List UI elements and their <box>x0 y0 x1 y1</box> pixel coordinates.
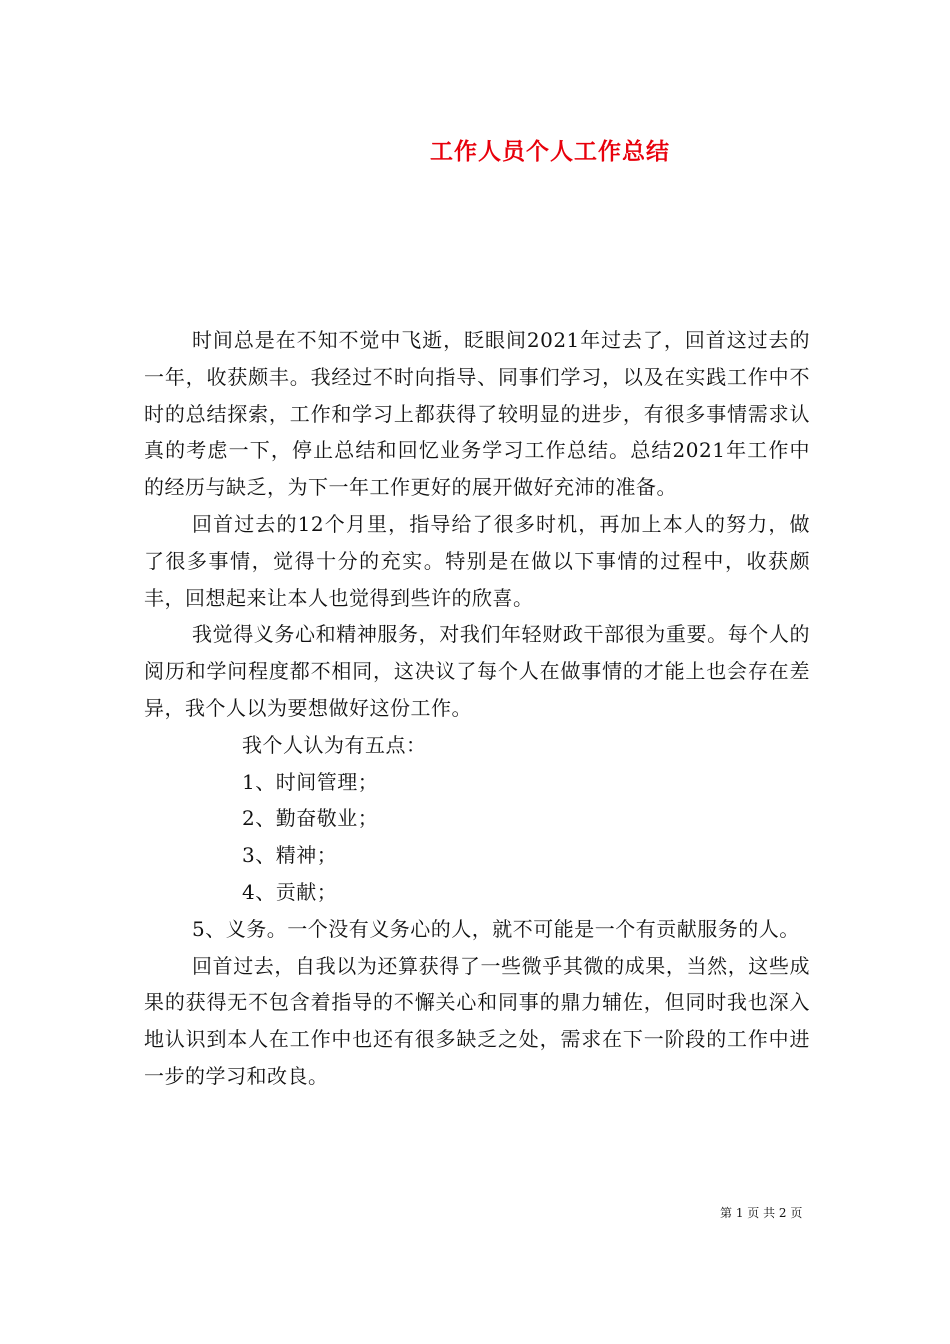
list-item: 1、时间管理； <box>242 769 379 794</box>
paragraph: 5、义务。一个没有义务心的人，就不可能是一个有贡献服务的人。 <box>192 916 800 941</box>
list-item: 2、勤奋敬业； <box>242 806 379 831</box>
paragraph: 回首过去，自我以为还算获得了一些微乎其微的成果，当然，这些成果的获得无不包含着指导的不懈关心和同事的鼎力辅佐，但同时我也深入地认识到本人在工作中也还有很多缺乏之处，需求在下一阶段的工作中进一步的学习和改良。 <box>144 953 810 1088</box>
document-body <box>144 322 810 1095</box>
list-item: 4、贡献； <box>242 879 338 904</box>
paragraph: 时间总是在不知不觉中飞逝，眨眼间2021年过去了，回首这过去的一年，收获颇丰。我经过不时向指导、同事们学习，以及在实践工作中不时的总结探索，工作和学习上都获得了较明显的进步，有很多事情需求认真的考虑一下，停止总结和回忆业务学习工作总结。总结2021年工作中的经历与缺乏，为下一年工作更好的展开做好充沛的准备。 <box>144 328 810 500</box>
page-number: 第 1 页 共 2 页 <box>720 1206 803 1220</box>
paragraph: 我个人认为有五点： <box>242 732 427 757</box>
paragraph: 回首过去的12个月里，指导给了很多时机，再加上本人的努力，做了很多事情，觉得十分的充实。特别是在做以下事情的过程中，收获颇丰，回想起来让本人也觉得到些许的欣喜。 <box>144 511 810 610</box>
paragraph: 我觉得义务心和精神服务，对我们年轻财政干部很为重要。每个人的阅历和学问程度都不相同，这决议了每个人在做事情的才能上也会存在差异，我个人以为要想做好这份工作。 <box>144 622 810 720</box>
list-item: 3、精神； <box>242 843 338 868</box>
document-title: 工作人员个人工作总结 <box>430 138 670 165</box>
